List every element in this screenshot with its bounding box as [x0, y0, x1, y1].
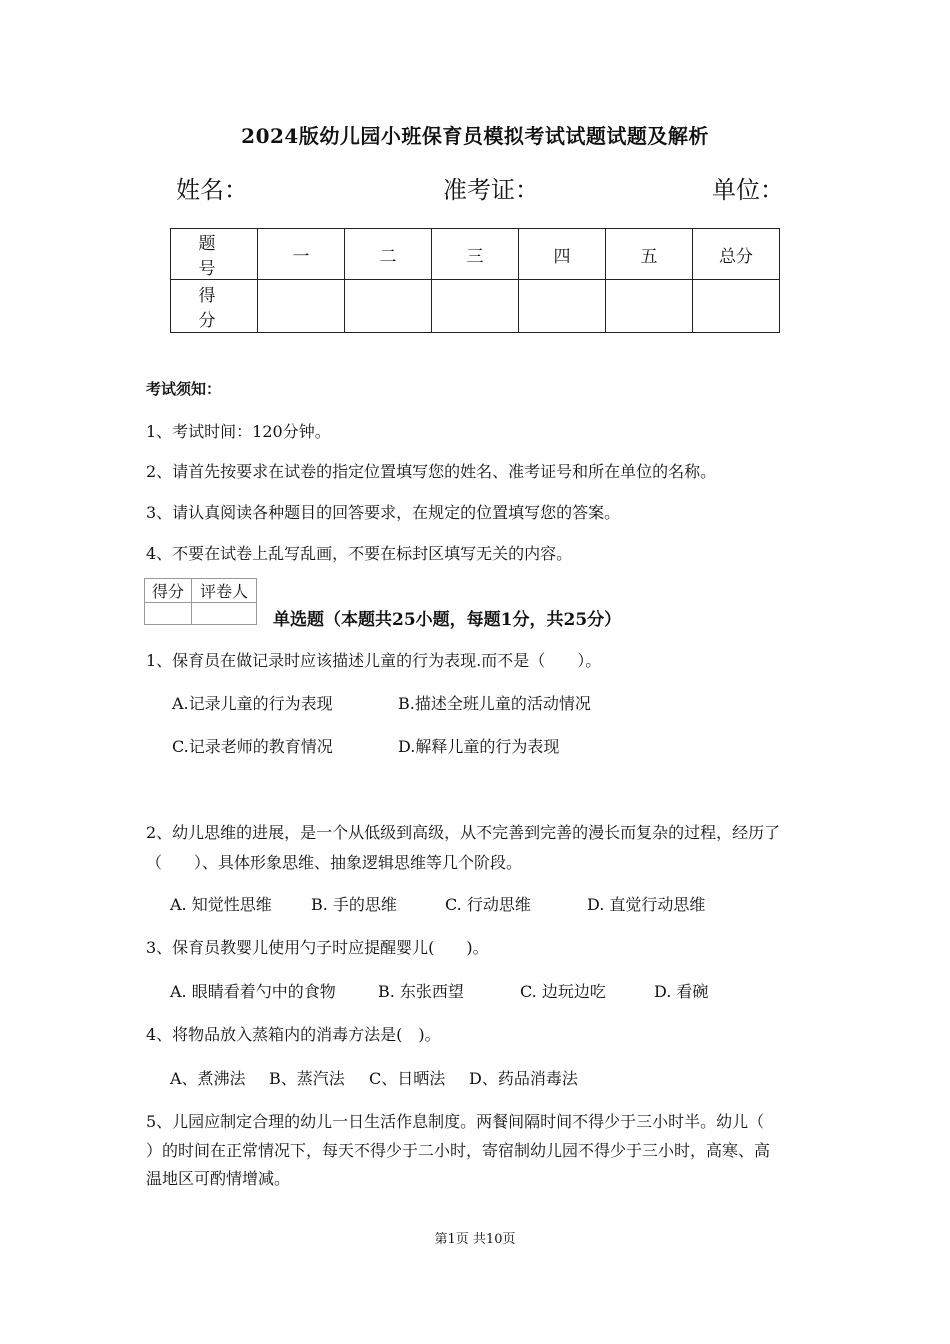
- grader-score-label: 得分: [145, 579, 192, 603]
- page-title: 2024版幼儿园小班保育员模拟考试试题试题及解析: [241, 124, 709, 148]
- score-cell-2[interactable]: [345, 280, 432, 333]
- notice-title: 考试须知：: [146, 380, 222, 398]
- question-4-option-c[interactable]: C、日晒法: [369, 1069, 446, 1088]
- score-cell-5[interactable]: [606, 280, 693, 333]
- question-2-text-line-2: （ ）、具体形象思维、抽象逻辑思维等几个阶段。: [146, 853, 523, 872]
- question-4-text: 4、将物品放入蒸箱内的消毒方法是( )。: [146, 1025, 441, 1044]
- question-1-text: 1、保育员在做记录时应该描述儿童的行为表现.而不是（ ）。: [146, 651, 602, 670]
- question-2-option-b[interactable]: B. 手的思维: [311, 895, 397, 914]
- score-header-3: 三: [432, 229, 519, 280]
- score-table-header-row: [171, 229, 780, 280]
- name-field-label: 姓名：: [176, 176, 248, 204]
- notice-item-4: 4、不要在试卷上乱写乱画，不要在标封区填写无关的内容。: [146, 544, 573, 563]
- question-1-option-b[interactable]: B.描述全班儿童的活动情况: [398, 694, 591, 713]
- question-3-text: 3、保育员教婴儿使用勺子时应提醒婴儿( )。: [146, 938, 489, 957]
- grader-box: [144, 578, 257, 625]
- question-1-option-a[interactable]: A.记录儿童的行为表现: [172, 694, 333, 713]
- question-5-text-line-1: 5、儿园应制定合理的幼儿一日生活作息制度。两餐间隔时间不得少于三小时半。幼儿（: [146, 1112, 765, 1131]
- score-header-4: 四: [519, 229, 606, 280]
- score-header-1: 一: [258, 229, 345, 280]
- grader-reviewer-label: 评卷人: [192, 579, 257, 603]
- score-table-score-row: [171, 280, 780, 333]
- score-cell-1[interactable]: [258, 280, 345, 333]
- page-footer: 第1页 共10页: [434, 1232, 516, 1247]
- question-2-text-line-1: 2、幼儿思维的进展，是一个从低级到高级，从不完善到完善的漫长而复杂的过程，经历了: [146, 823, 781, 842]
- question-2-option-a[interactable]: A. 知觉性思维: [170, 895, 272, 914]
- question-3-option-d[interactable]: D. 看碗: [654, 982, 709, 1001]
- notice-item-3: 3、请认真阅读各种题目的回答要求，在规定的位置填写您的答案。: [146, 503, 621, 522]
- question-4-option-b[interactable]: B、蒸汽法: [269, 1069, 345, 1088]
- question-4-option-d[interactable]: D、药品消毒法: [469, 1069, 578, 1088]
- question-3-option-c[interactable]: C. 边玩边吃: [520, 982, 606, 1001]
- score-cell-3[interactable]: [432, 280, 519, 333]
- question-3-option-b[interactable]: B. 东张西望: [378, 982, 464, 1001]
- score-cell-4[interactable]: [519, 280, 606, 333]
- notice-item-1: 1、考试时间：120分钟。: [146, 422, 331, 441]
- question-2-option-d[interactable]: D. 直觉行动思维: [587, 895, 706, 914]
- grader-score-cell[interactable]: [145, 603, 192, 625]
- question-2-option-c[interactable]: C. 行动思维: [445, 895, 531, 914]
- score-table: [170, 228, 780, 333]
- notice-item-2: 2、请首先按要求在试卷的指定位置填写您的姓名、准考证号和所在单位的名称。: [146, 462, 717, 481]
- question-4-option-a[interactable]: A、煮沸法: [170, 1069, 246, 1088]
- question-1-option-d[interactable]: D.解释儿童的行为表现: [398, 737, 560, 756]
- question-3-option-a[interactable]: A. 眼睛看着勺中的食物: [170, 982, 336, 1001]
- score-header-question-number: 题 号: [171, 229, 258, 280]
- score-header-2: 二: [345, 229, 432, 280]
- score-header-5: 五: [606, 229, 693, 280]
- section-title: 单选题（本题共25小题，每题1分，共25分）: [273, 610, 622, 630]
- unit-field-label: 单位：: [712, 176, 784, 204]
- question-5-text-line-3: 温地区可酌情增减。: [146, 1169, 291, 1188]
- score-cell-total[interactable]: [693, 280, 780, 333]
- exam-number-field-label: 准考证：: [443, 176, 539, 204]
- question-5-text-line-2: ）的时间在正常情况下，每天不得少于二小时，寄宿制幼儿园不得少于三小时，高寒、高: [146, 1141, 771, 1160]
- grader-reviewer-cell[interactable]: [192, 603, 257, 625]
- question-1-option-c[interactable]: C.记录老师的教育情况: [172, 737, 333, 756]
- score-header-total: 总分: [693, 229, 780, 280]
- score-row-label: 得 分: [171, 280, 258, 333]
